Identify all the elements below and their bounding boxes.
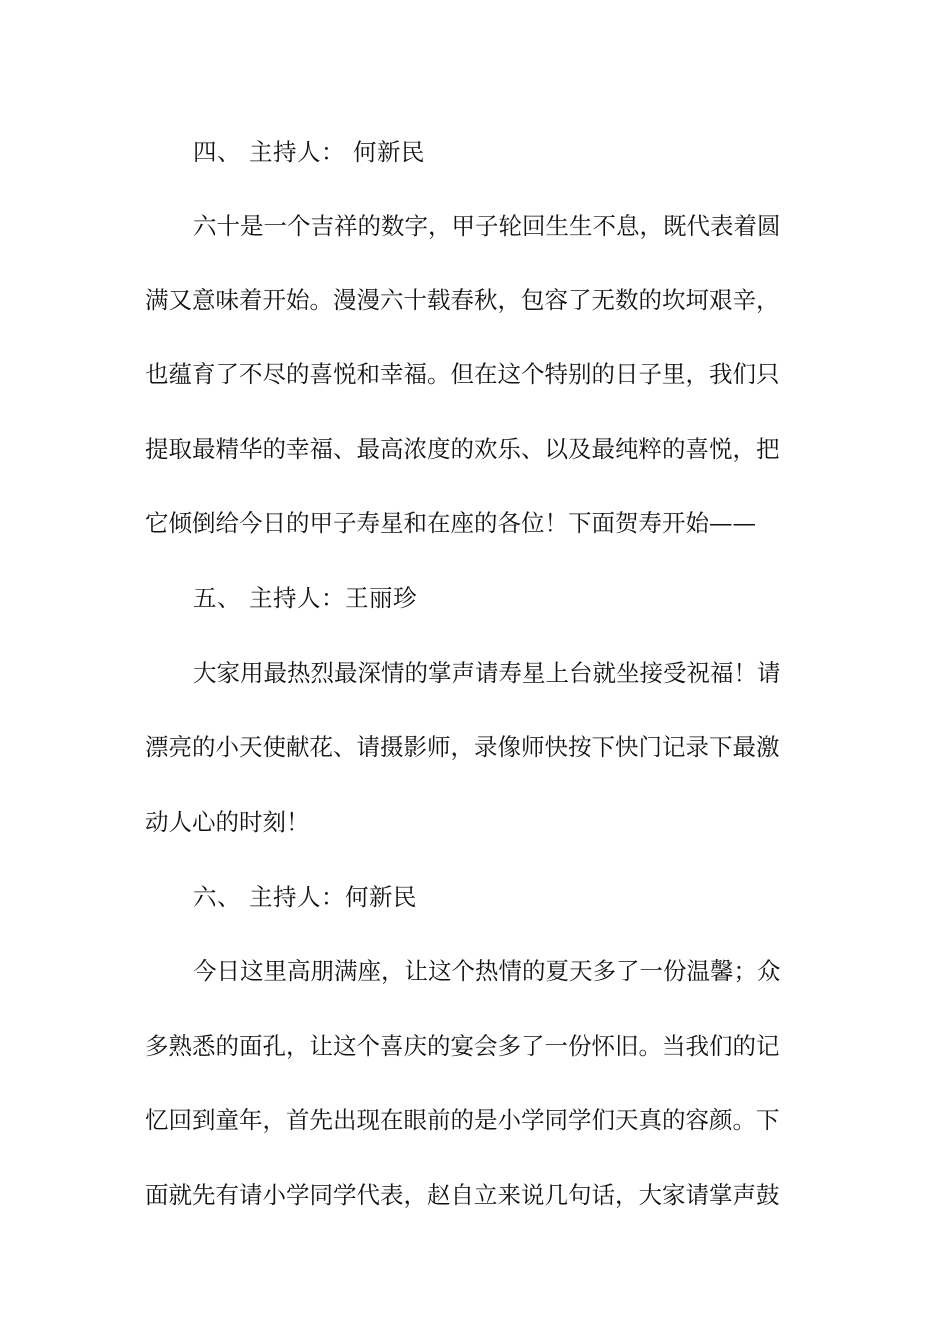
section-4-line-4: 提取最精华的幸福、最高浓度的欢乐、以及最纯粹的喜悦，把 — [145, 435, 780, 463]
section-4-line-1: 六十是一个吉祥的数字，甲子轮回生生不息，既代表着圆 — [193, 212, 781, 240]
section-5-line-1: 大家用最热烈最深情的掌声请寿星上台就坐接受祝福！请 — [193, 659, 781, 687]
section-5-line-3: 动人心的时刻！ — [145, 808, 310, 836]
section-6-line-2: 多熟悉的面孔，让这个喜庆的宴会多了一份怀旧。当我们的记 — [145, 1032, 780, 1060]
section-5-heading: 五、 主持人：王丽珍 — [193, 584, 417, 612]
section-4-heading: 四、 主持人： 何新民 — [193, 138, 425, 166]
section-4-line-2: 满又意味着开始。漫漫六十载春秋，包容了无数的坎坷艰辛， — [145, 286, 780, 314]
section-6-line-3: 忆回到童年，首先出现在眼前的是小学同学们天真的容颜。下 — [145, 1106, 780, 1134]
section-6-line-1: 今日这里高朋满座，让这个热情的夏天多了一份温馨；众 — [193, 957, 781, 985]
section-4-line-3: 也蕴育了不尽的喜悦和幸福。但在这个特别的日子里，我们只 — [145, 360, 780, 388]
section-6-heading: 六、 主持人：何新民 — [193, 883, 417, 911]
section-4-line-5: 它倾倒给今日的甲子寿星和在座的各位！下面贺寿开始—— — [145, 509, 756, 537]
section-5-line-2: 漂亮的小天使献花、请摄影师，录像师快按下快门记录下最激 — [145, 733, 780, 761]
section-6-line-4: 面就先有请小学同学代表，赵自立来说几句话，大家请掌声鼓 — [145, 1181, 780, 1209]
